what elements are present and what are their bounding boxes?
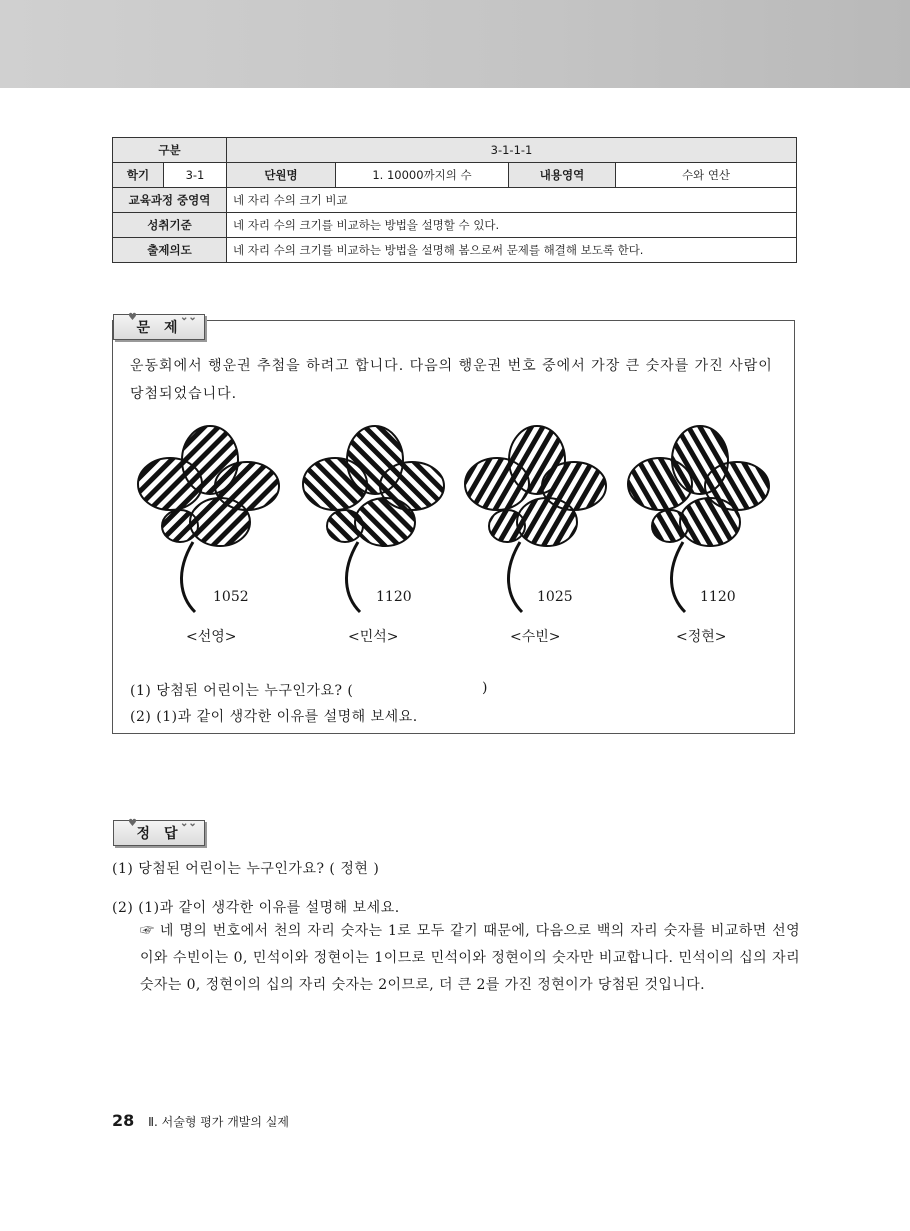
header-banner — [0, 0, 910, 88]
clover-image-3 — [462, 422, 612, 617]
problem-tab-label: 문제 — [136, 320, 192, 336]
area-value: 수와 연산 — [616, 163, 797, 188]
problem-tab — [113, 314, 205, 340]
question-1: (1) 당첨된 어린이는 누구인가요? ( — [130, 683, 354, 699]
ticket-name-1: <선영> — [186, 629, 237, 645]
page-footer — [112, 1111, 289, 1130]
hakgi-value: 3-1 — [164, 163, 227, 188]
clover-image-2 — [300, 422, 450, 617]
ticket-name-4: <정현> — [676, 629, 727, 645]
clover-image-4 — [625, 422, 775, 617]
answer-1: (1) 당첨된 어린이는 누구인가요? ( 정현 ) — [112, 861, 380, 877]
area-label: 내용영역 — [509, 163, 616, 188]
answer-tab — [113, 820, 205, 846]
unit-value: 1. 10000까지의 수 — [336, 163, 509, 188]
achievement-label: 성취기준 — [113, 213, 227, 238]
answer-tab-label: 정답 — [136, 826, 192, 842]
footer-section: Ⅱ. 서술형 평가 개발의 실제 — [148, 1115, 289, 1129]
question-1-close: ) — [482, 680, 488, 696]
intent-label: 출제의도 — [113, 238, 227, 263]
ticket-number-3: 1025 — [537, 589, 573, 605]
ticket-name-2: <민석> — [348, 629, 399, 645]
unit-label: 단원명 — [227, 163, 336, 188]
info-table — [112, 137, 797, 263]
leaf-icon: ♥ — [128, 312, 137, 323]
question-2: (2) (1)과 같이 생각한 이유를 설명해 보세요. — [130, 709, 418, 725]
gubun-label: 구분 — [113, 138, 227, 163]
page-number: 28 — [112, 1111, 135, 1130]
gubun-value: 3-1-1-1 — [227, 138, 797, 163]
answer-2: (2) (1)과 같이 생각한 이유를 설명해 보세요. — [112, 900, 400, 916]
problem-text: 운동회에서 행운권 추첨을 하려고 합니다. 다음의 행운권 번호 중에서 가장 큰 숫자를 가진 사람이 당첨되었습니다. — [130, 358, 773, 402]
achievement-value: 네 자리 수의 크기를 비교하는 방법을 설명할 수 있다. — [227, 213, 797, 238]
intent-value: 네 자리 수의 크기를 비교하는 방법을 설명해 봄으로써 문제를 해결해 보도록 한다. — [227, 238, 797, 263]
curriculum-label: 교육과정 중영역 — [113, 188, 227, 213]
ticket-name-3: <수빈> — [510, 629, 561, 645]
answer-explanation: ☞ 네 명의 번호에서 천의 자리 숫자는 1로 모두 같기 때문에, 다음으로 백의 자리 숫자를 비교하면 선영이와 수빈이는 0, 민석이와 정현이는 1이므로 민석이와 정현이의 숫자만 비교합니다. 민석이의 십의 자리 숫자는 0, 정현이의 십의 자리 숫자는 2이므로, 더 큰 2를 가진 정현이가 당첨된 것입니다. — [140, 923, 800, 993]
leaf-icon: ♥ — [128, 818, 137, 829]
sprout-icon: ⌄⌄ — [180, 818, 197, 829]
hakgi-label: 학기 — [113, 163, 164, 188]
curriculum-value: 네 자리 수의 크기 비교 — [227, 188, 797, 213]
sprout-icon: ⌄⌄ — [180, 312, 197, 323]
clover-image-1 — [135, 422, 285, 617]
ticket-number-2: 1120 — [376, 589, 412, 605]
ticket-number-1: 1052 — [213, 589, 249, 605]
ticket-number-4: 1120 — [700, 589, 736, 605]
